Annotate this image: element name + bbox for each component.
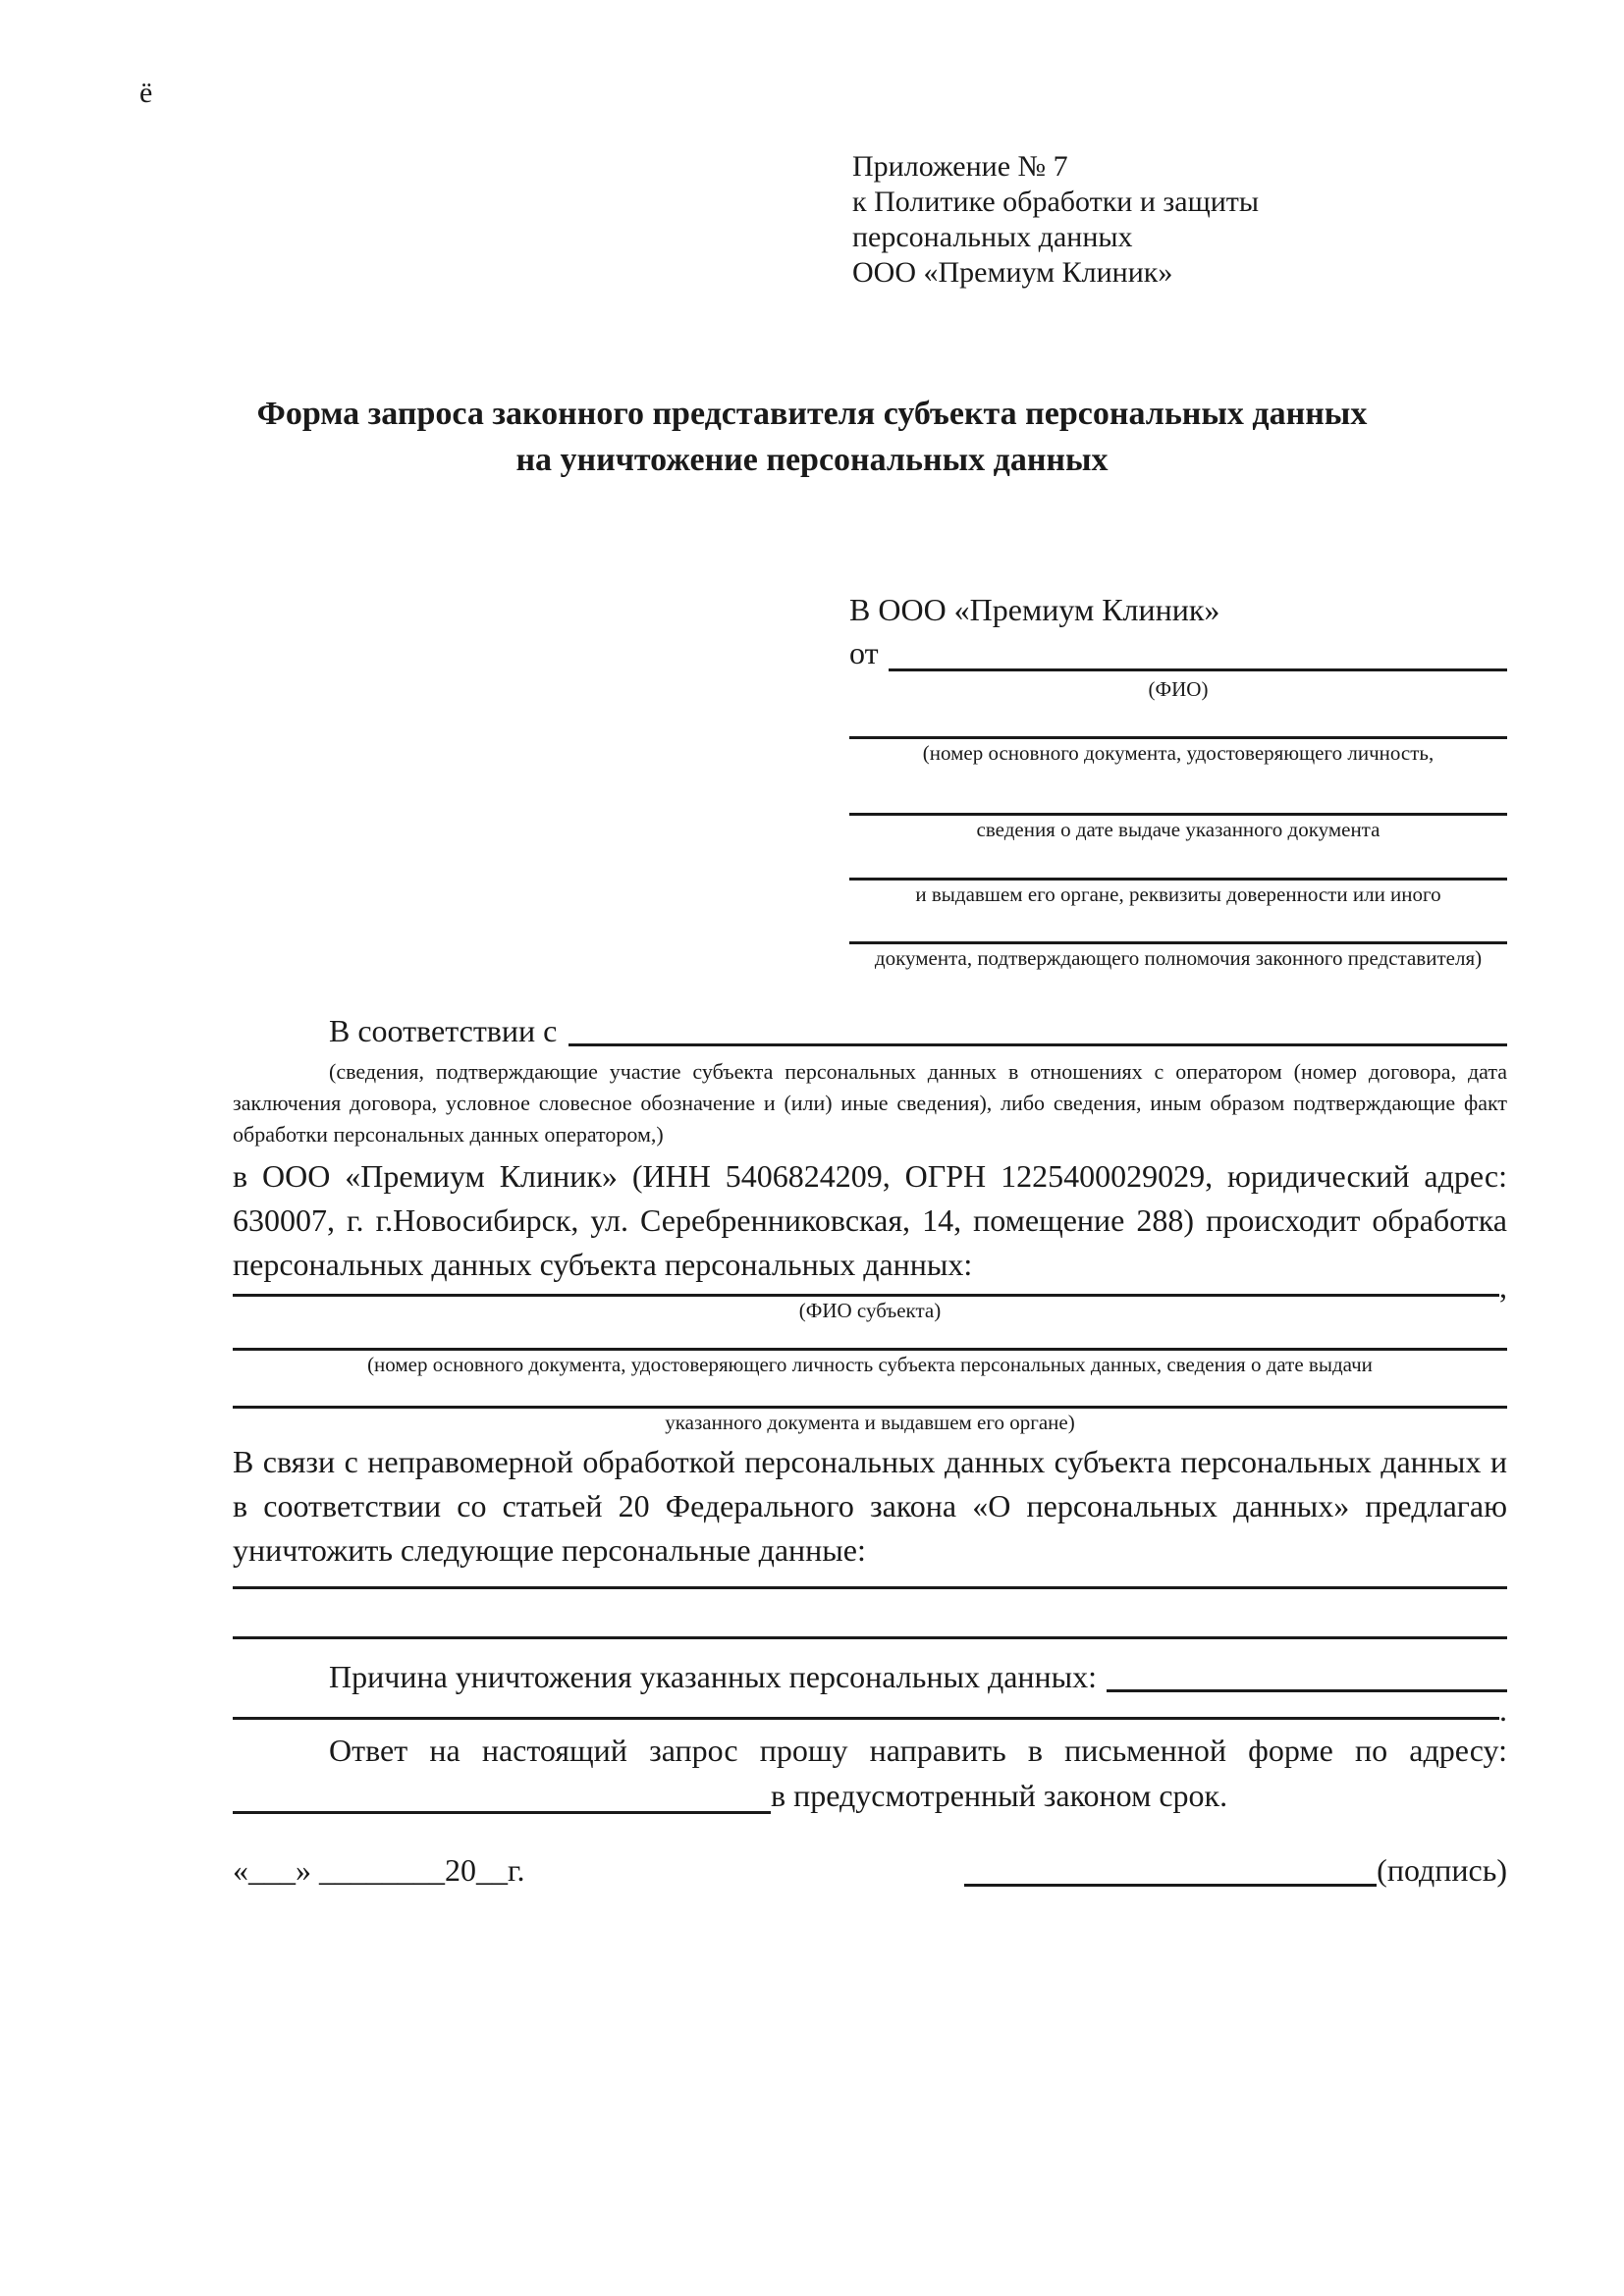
appendix-note (852, 149, 1259, 291)
accordance-line (233, 1009, 1507, 1052)
subject-doc-blank-line (233, 1378, 1507, 1409)
doc-blank-line (849, 703, 1507, 739)
reason-label: Причина уничтожения указанных персональных данных: (329, 1659, 1098, 1694)
signature-caption: (подпись) (1377, 1852, 1507, 1888)
doc-blank-line (849, 908, 1507, 944)
reply-tail-line (233, 1773, 1507, 1818)
subject-doc-blank-line (233, 1324, 1507, 1351)
stray-yo-char: ё (139, 77, 153, 109)
doc-blank-line (849, 843, 1507, 881)
doc-caption: и выдавшем его органе, реквизиты доверенности или иного (915, 882, 1441, 906)
addressee-to: В ООО «Премиум Клиник» (849, 592, 1220, 627)
appendix-line: ООО «Премиум Клиник» (852, 256, 1173, 289)
operator-paragraph: в ООО «Премиум Клиник» (ИНН 5406824209, ОГРН 1225400029029, юридический адрес: 630007, г. г.Новосибирск, ул. Серебренниковская, 14, помещение 288) происходит обработка персональных данных субъекта персональных данных: (233, 1158, 1507, 1282)
subject-doc-caption-2: указанного документа и выдавшем его органе) (665, 1411, 1075, 1434)
subject-doc-caption-1: (номер основного документа, удостоверяющего личность субъекта персональных данных, сведения о дате выдачи (367, 1353, 1373, 1376)
form-title (0, 391, 1624, 483)
reply-tail-text: в предусмотренный законом срок. (771, 1778, 1228, 1813)
addressee-block (849, 589, 1507, 972)
doc-blank-line (849, 767, 1507, 816)
accordance-lead: В соответствии с (329, 1013, 558, 1048)
fio-caption: (ФИО) (1148, 677, 1209, 701)
data-blank-line (233, 1573, 1507, 1589)
reason-blank-line (1107, 1655, 1507, 1692)
date-blank: «___» ________20__г. (233, 1852, 525, 1888)
trailing-period: . (1499, 1692, 1507, 1728)
appendix-line: персональных данных (852, 221, 1133, 253)
trailing-comma: , (1499, 1269, 1507, 1305)
accordance-blank-line (568, 1009, 1507, 1046)
form-title-line2: на уничтожение персональных данных (515, 442, 1109, 478)
reason-continuation-blank (233, 1698, 1499, 1720)
signature-blank-line (964, 1847, 1377, 1887)
appendix-line: Приложение № 7 (852, 150, 1068, 183)
footer-row (233, 1847, 1507, 1893)
doc-caption: сведения о дате выдаче указанного документа (976, 818, 1380, 841)
request-paragraph: В связи с неправомерной обработкой персональных данных субъекта персональных данных и в соответствии со статьей 20 Федерального закона «О персональных данных» предлагаю уничтожить следующие персональные данные: (233, 1444, 1507, 1568)
from-line (849, 630, 1507, 675)
form-title-line1: Форма запроса законного представителя субъекта персональных данных (256, 396, 1368, 432)
from-blank-line (889, 630, 1507, 671)
reply-paragraph: Ответ на настоящий запрос прошу направить в письменной форме по адресу: (329, 1733, 1507, 1768)
subject-fio-caption: (ФИО субъекта) (798, 1299, 942, 1322)
subject-fio-blank-line (233, 1287, 1499, 1297)
accordance-fine-print: (сведения, подтверждающие участие субъекта персональных данных в отношениях с оператором (номер договора, дата заключения договора, условное словесное обозначение и (или) иные сведения), либо сведения, иным образом подтверждающие факт обработки персональных данных оператором,) (233, 1059, 1507, 1147)
appendix-line: к Политике обработки и защиты (852, 186, 1260, 218)
doc-caption: документа, подтверждающего полномочия законного представителя) (874, 946, 1483, 970)
doc-caption: (номер основного документа, удостоверяющего личность, (922, 741, 1435, 765)
data-blank-line (233, 1589, 1507, 1639)
main-body (233, 1009, 1507, 1818)
subject-fio-line (233, 1269, 1507, 1305)
signature-block (964, 1847, 1507, 1893)
reason-line (233, 1655, 1507, 1698)
from-label: от (849, 635, 879, 670)
address-blank-line (233, 1773, 771, 1814)
reason-continuation-line (233, 1692, 1507, 1728)
